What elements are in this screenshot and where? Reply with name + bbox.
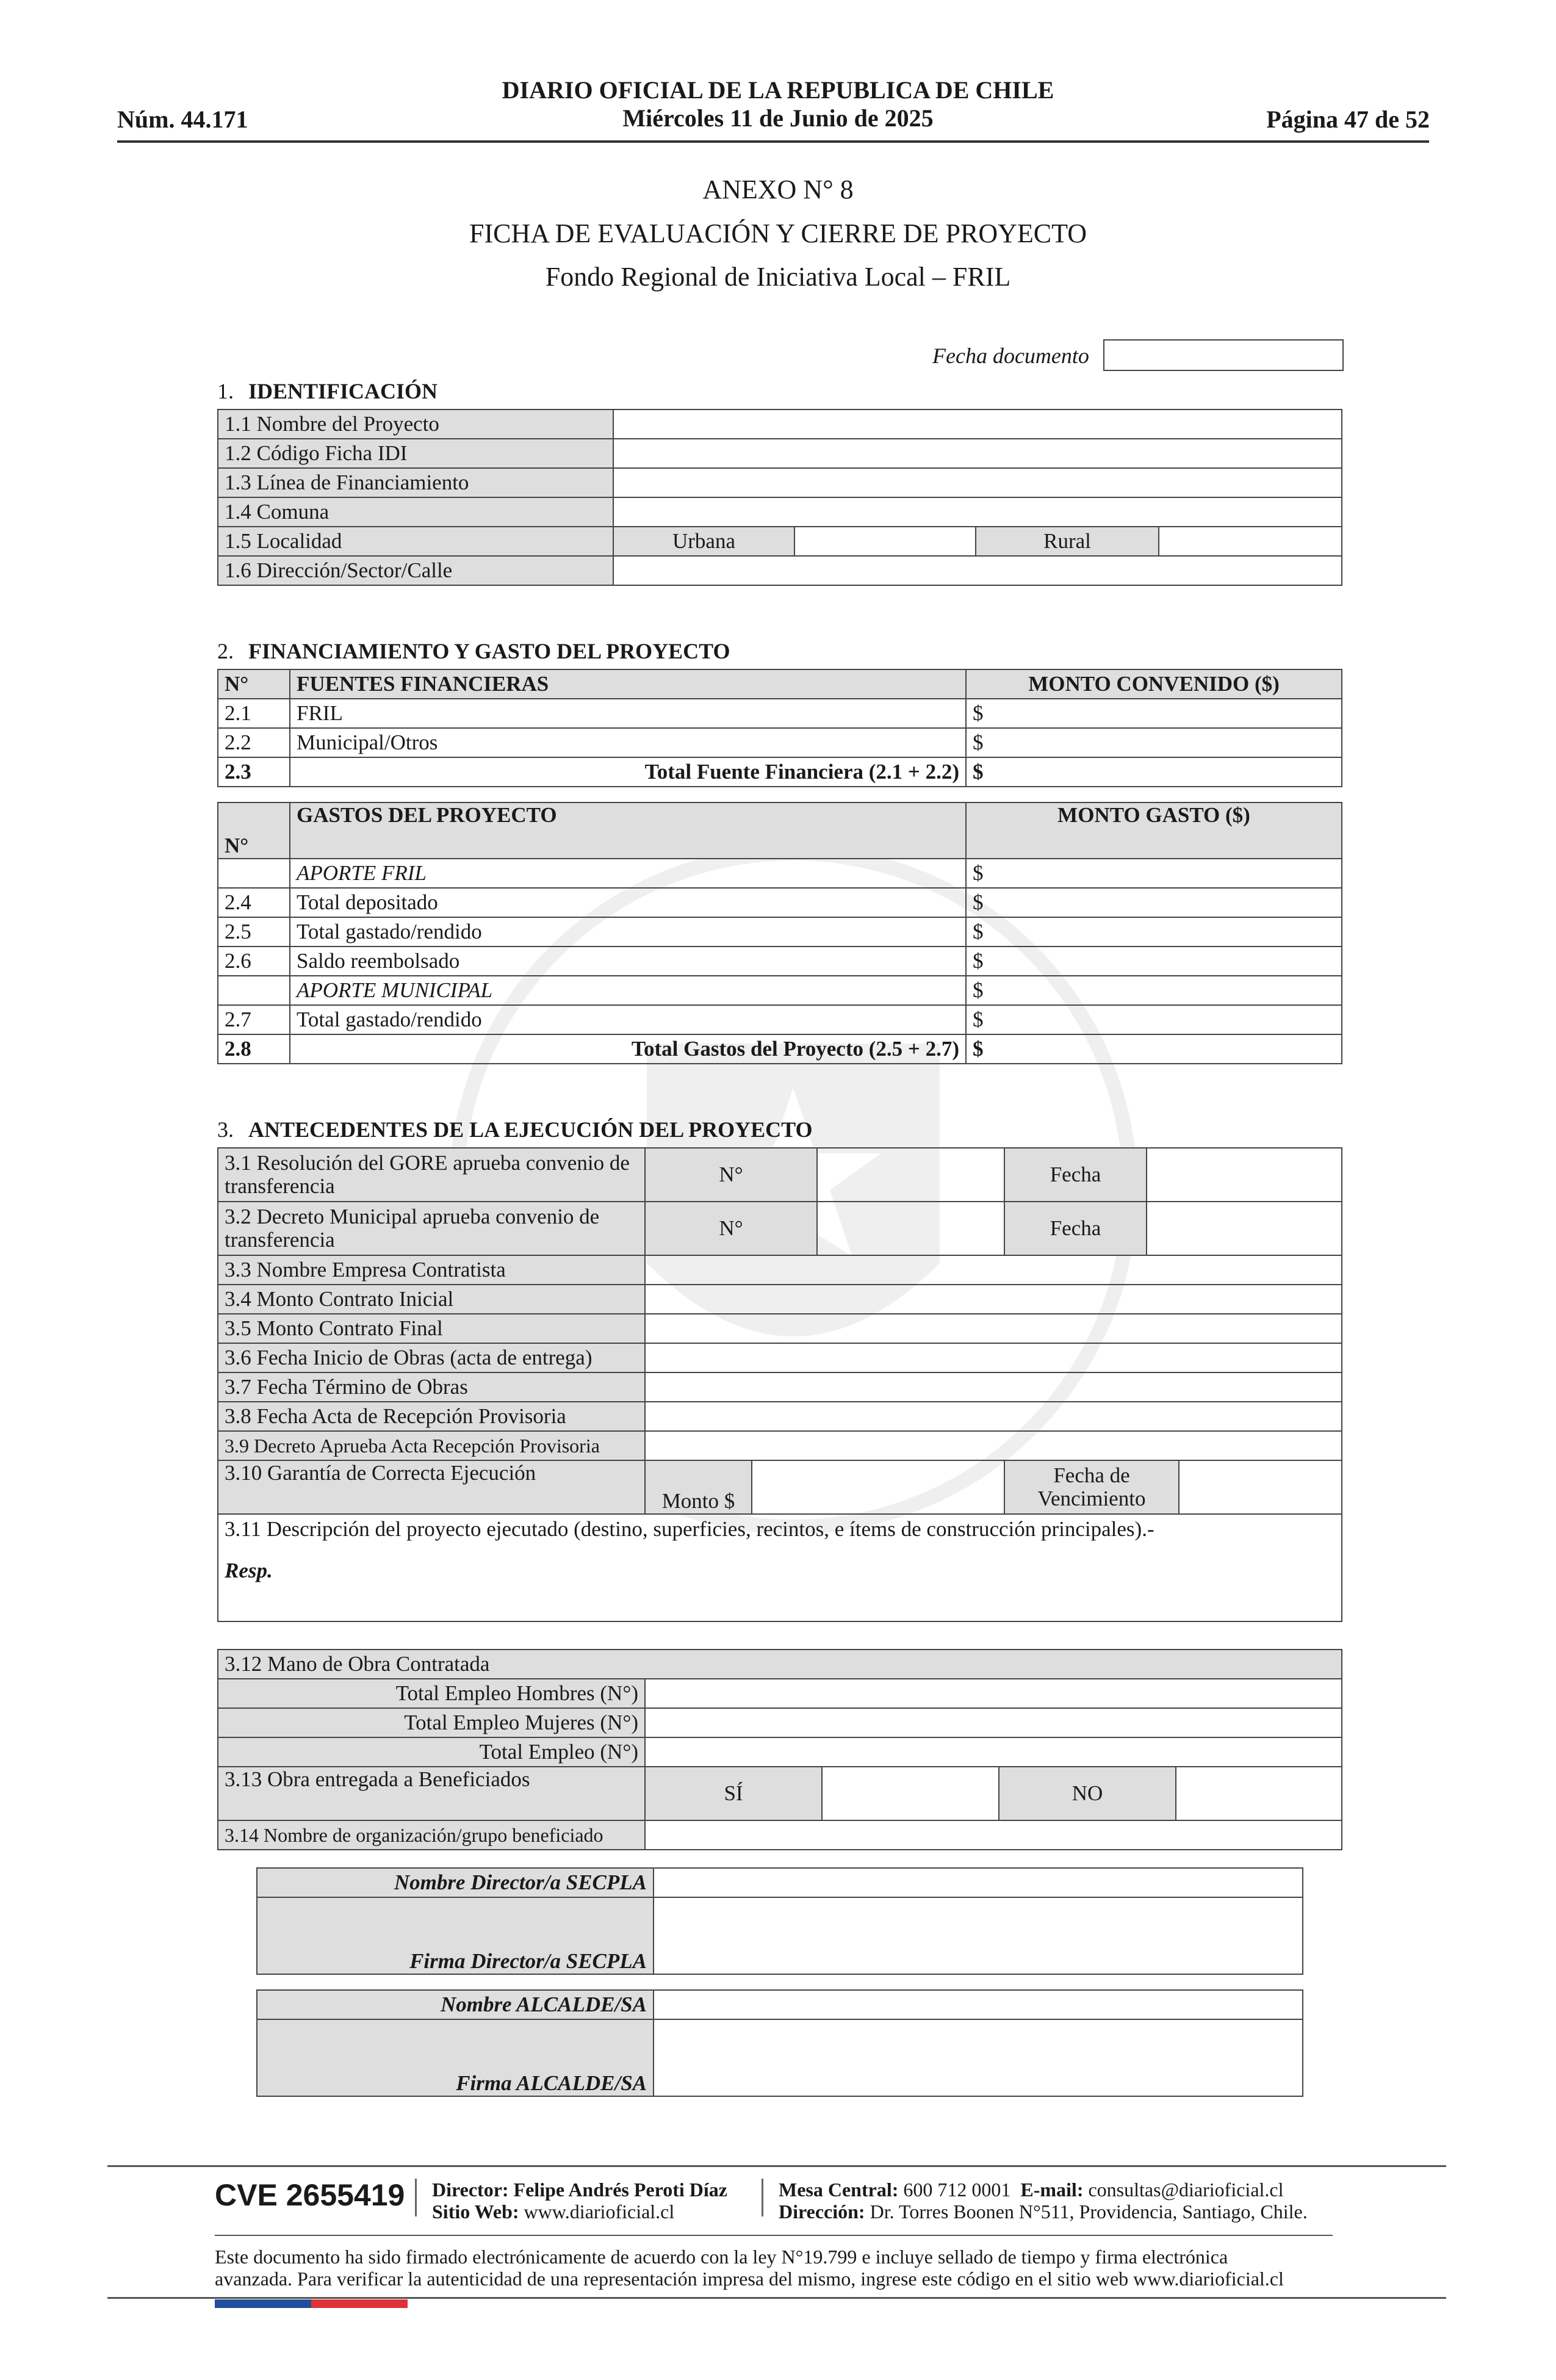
- gore-date-label: Fecha: [1004, 1148, 1147, 1202]
- col-no-header: N°: [218, 669, 290, 699]
- row-label: Total depositado: [290, 888, 966, 917]
- male-employment-field[interactable]: [645, 1679, 1342, 1708]
- table-row: [218, 468, 1342, 497]
- annex-title: ANEXO N° 8: [702, 175, 854, 204]
- date-label: Fecha documento: [932, 344, 1089, 368]
- table-row: [218, 1514, 1342, 1621]
- footer-website: Sitio Web: www.diarioficial.cl: [432, 2201, 675, 2223]
- table-row: [218, 888, 1342, 917]
- table-row: [218, 669, 1342, 699]
- urbana-label: Urbana: [613, 527, 794, 556]
- start-date-field[interactable]: [645, 1343, 1342, 1372]
- rural-field[interactable]: [1159, 527, 1342, 556]
- amount-field[interactable]: $: [966, 947, 1342, 976]
- page-number: Página 47 de 52: [1266, 106, 1430, 133]
- end-date-label: 3.7 Fecha Término de Obras: [218, 1372, 645, 1402]
- secpla-name-field[interactable]: [654, 1868, 1303, 1897]
- expiry-date-label: Fecha de Vencimiento: [1004, 1460, 1179, 1514]
- project-name-label: 1.1 Nombre del Proyecto: [218, 409, 613, 439]
- decree-date-label: Fecha: [1004, 1202, 1147, 1255]
- guarantee-label: 3.10 Garantía de Correcta Ejecución: [218, 1460, 645, 1514]
- table-row: [218, 1650, 1342, 1679]
- row-number: 2.4: [218, 888, 290, 917]
- urbana-field[interactable]: [794, 527, 976, 556]
- table-row: [257, 1868, 1303, 1897]
- issue-number: Núm. 44.171: [117, 106, 248, 133]
- amount-field[interactable]: $: [966, 1005, 1342, 1034]
- no-label: NO: [999, 1767, 1176, 1820]
- amount-field[interactable]: $: [966, 976, 1342, 1005]
- mayor-signature-table: [256, 1989, 1303, 2097]
- initial-amount-label: 3.4 Monto Contrato Inicial: [218, 1285, 645, 1314]
- table-row: [257, 2019, 1303, 2096]
- row-label: Municipal/Otros: [290, 728, 966, 757]
- col-no-header: N°: [218, 802, 290, 859]
- footer-legal-line-1: Este documento ha sido firmado electrónicamente de acuerdo con la ley N°19.799 e incluye sellado de tiempo y firma electrónica: [215, 2246, 1228, 2268]
- guarantee-amount-label: Monto $: [645, 1460, 752, 1514]
- contractor-field[interactable]: [645, 1255, 1342, 1285]
- table-row: [218, 699, 1342, 728]
- description-label: 3.11 Descripción del proyecto ejecutado (destino, superficies, recintos, e ítems de construcción principales).-: [225, 1517, 1154, 1541]
- decree-number-field[interactable]: [817, 1202, 1004, 1255]
- female-employment-label: Total Empleo Mujeres (N°): [218, 1708, 645, 1737]
- table-row: [218, 1431, 1342, 1460]
- amount-field[interactable]: $: [966, 699, 1342, 728]
- row-number: 2.7: [218, 1005, 290, 1034]
- secpla-signature-field[interactable]: [654, 1897, 1303, 1974]
- table-row: [218, 1372, 1342, 1402]
- table-row: [218, 1343, 1342, 1372]
- table-row: [218, 1460, 1342, 1514]
- end-date-field[interactable]: [645, 1372, 1342, 1402]
- flag-bar-blue: [215, 2299, 311, 2308]
- yes-checkbox[interactable]: [822, 1767, 999, 1820]
- final-amount-label: 3.5 Monto Contrato Final: [218, 1314, 645, 1343]
- contractor-label: 3.3 Nombre Empresa Contratista: [218, 1255, 645, 1285]
- section-1-heading: 1. IDENTIFICACIÓN: [217, 379, 438, 403]
- fund-title: Fondo Regional de Iniciativa Local – FRIL: [545, 262, 1011, 292]
- table-row: [257, 1897, 1303, 1974]
- section-3-heading: 3. ANTECEDENTES DE LA EJECUCIÓN DEL PROYECTO: [217, 1117, 813, 1142]
- final-amount-field[interactable]: [645, 1314, 1342, 1343]
- gore-number-field[interactable]: [817, 1148, 1004, 1202]
- secpla-signature-label: Firma Director/a SECPLA: [257, 1897, 654, 1974]
- table-row: [218, 527, 1342, 556]
- table-row: [218, 757, 1342, 787]
- table-row: [218, 439, 1342, 468]
- mayor-name-field[interactable]: [654, 1990, 1303, 2019]
- reception-decree-field[interactable]: [645, 1431, 1342, 1460]
- row-number: 2.2: [218, 728, 290, 757]
- female-employment-field[interactable]: [645, 1708, 1342, 1737]
- address-field[interactable]: [613, 556, 1342, 585]
- fril-contribution-label: APORTE FRIL: [290, 859, 966, 888]
- secpla-signature-table: [256, 1867, 1303, 1975]
- table-row: [218, 1767, 1342, 1820]
- row-number: 2.6: [218, 947, 290, 976]
- table-row: [218, 1679, 1342, 1708]
- col-amount-header: MONTO CONVENIDO ($): [966, 669, 1342, 699]
- footer-contact: Mesa Central: 600 712 0001 E-mail: consultas@diarioficial.cl: [779, 2179, 1284, 2201]
- amount-field[interactable]: $: [966, 859, 1342, 888]
- total-sources-label: Total Fuente Financiera (2.1 + 2.2): [290, 757, 966, 787]
- response-label: Resp.: [225, 1559, 273, 1582]
- identification-table: [217, 409, 1342, 586]
- mayor-name-label: Nombre ALCALDE/SA: [257, 1990, 654, 2019]
- project-name-field[interactable]: [613, 409, 1342, 439]
- amount-field[interactable]: $: [966, 917, 1342, 947]
- footer-rule-mid: [215, 2235, 1333, 2236]
- footer-rule-bottom: [107, 2297, 1446, 2299]
- expenses-table: [217, 802, 1342, 1064]
- idi-code-field[interactable]: [613, 439, 1342, 468]
- row-label: Total gastado/rendido: [290, 917, 966, 947]
- secpla-name-label: Nombre Director/a SECPLA: [257, 1868, 654, 1897]
- municipal-decree-label: 3.2 Decreto Municipal aprueba convenio de transferencia: [218, 1202, 645, 1255]
- table-row: [218, 1034, 1342, 1064]
- row-label: Saldo reembolsado: [290, 947, 966, 976]
- table-row: [218, 976, 1342, 1005]
- amount-field[interactable]: $: [966, 728, 1342, 757]
- description-field[interactable]: [218, 1514, 1342, 1621]
- issue-date: Miércoles 11 de Junio de 2025: [622, 104, 934, 132]
- row-number: [218, 859, 290, 888]
- municipal-contribution-label: APORTE MUNICIPAL: [290, 976, 966, 1005]
- gore-resolution-label: 3.1 Resolución del GORE aprueba convenio de transferencia: [218, 1148, 645, 1202]
- start-date-label: 3.6 Fecha Inicio de Obras (acta de entrega): [218, 1343, 645, 1372]
- address-label: 1.6 Dirección/Sector/Calle: [218, 556, 613, 585]
- table-row: [257, 1990, 1303, 2019]
- table-row: [218, 1255, 1342, 1285]
- mayor-signature-label: Firma ALCALDE/SA: [257, 2019, 654, 2096]
- table-row: [218, 917, 1342, 947]
- flag-bar-red: [311, 2299, 408, 2308]
- yes-label: SÍ: [645, 1767, 822, 1820]
- initial-amount-field[interactable]: [645, 1285, 1342, 1314]
- footer-separator: [415, 2179, 417, 2216]
- amount-field[interactable]: $: [966, 888, 1342, 917]
- labor-table: [217, 1649, 1342, 1850]
- section-2-heading: 2. FINANCIAMIENTO Y GASTO DEL PROYECTO: [217, 639, 730, 663]
- date-field[interactable]: [1103, 339, 1344, 371]
- financing-table: [217, 669, 1342, 787]
- rural-label: Rural: [976, 527, 1159, 556]
- execution-table: [217, 1147, 1342, 1622]
- amount-field[interactable]: $: [966, 1034, 1342, 1064]
- row-number: 2.5: [218, 917, 290, 947]
- table-row: [218, 728, 1342, 757]
- footer-separator: [762, 2179, 763, 2216]
- table-row: [218, 1314, 1342, 1343]
- funding-line-label: 1.3 Línea de Financiamiento: [218, 468, 613, 497]
- reception-date-label: 3.8 Fecha Acta de Recepción Provisoria: [218, 1402, 645, 1431]
- locality-label: 1.5 Localidad: [218, 527, 613, 556]
- total-employment-field[interactable]: [645, 1737, 1342, 1767]
- reception-date-field[interactable]: [645, 1402, 1342, 1431]
- table-row: [218, 1820, 1342, 1850]
- table-row: [218, 1202, 1342, 1255]
- journal-title: DIARIO OFICIAL DE LA REPUBLICA DE CHILE: [502, 76, 1054, 104]
- funding-line-field[interactable]: [613, 468, 1342, 497]
- gore-date-field[interactable]: [1147, 1148, 1342, 1202]
- beneficiary-org-label: 3.14 Nombre de organización/grupo beneficiado: [218, 1820, 645, 1850]
- decree-number-label: N°: [645, 1202, 817, 1255]
- male-employment-label: Total Empleo Hombres (N°): [218, 1679, 645, 1708]
- row-number: 2.3: [218, 757, 290, 787]
- table-row: [218, 1737, 1342, 1767]
- row-label: Total gastado/rendido: [290, 1005, 966, 1034]
- row-number: [218, 976, 290, 1005]
- table-row: [218, 1708, 1342, 1737]
- row-number: 2.8: [218, 1034, 290, 1064]
- col-spent-header: MONTO GASTO ($): [966, 802, 1342, 859]
- col-sources-header: FUENTES FINANCIERAS: [290, 669, 966, 699]
- table-row: [218, 556, 1342, 585]
- footer-rule-top: [107, 2165, 1446, 2167]
- no-checkbox[interactable]: [1176, 1767, 1342, 1820]
- cve-code: CVE 2655419: [215, 2178, 405, 2212]
- footer-director: Director: Felipe Andrés Peroti Díaz: [432, 2179, 727, 2201]
- total-employment-label: Total Empleo (N°): [218, 1737, 645, 1767]
- row-label: FRIL: [290, 699, 966, 728]
- delivered-label: 3.13 Obra entregada a Beneficiados: [218, 1767, 645, 1820]
- table-row: [218, 409, 1342, 439]
- labor-heading: 3.12 Mano de Obra Contratada: [218, 1650, 1342, 1679]
- table-row: [218, 497, 1342, 527]
- amount-field[interactable]: $: [966, 757, 1342, 787]
- table-row: [218, 1148, 1342, 1202]
- idi-code-label: 1.2 Código Ficha IDI: [218, 439, 613, 468]
- table-row: [218, 1402, 1342, 1431]
- table-row: [218, 947, 1342, 976]
- table-row: [218, 859, 1342, 888]
- row-number: 2.1: [218, 699, 290, 728]
- guarantee-amount-field[interactable]: [752, 1460, 1004, 1514]
- commune-field[interactable]: [613, 497, 1342, 527]
- table-row: [218, 1005, 1342, 1034]
- decree-date-field[interactable]: [1147, 1202, 1342, 1255]
- beneficiary-org-field[interactable]: [645, 1820, 1342, 1850]
- commune-label: 1.4 Comuna: [218, 497, 613, 527]
- reception-decree-label: 3.9 Decreto Aprueba Acta Recepción Provisoria: [218, 1431, 645, 1460]
- total-expenses-label: Total Gastos del Proyecto (2.5 + 2.7): [290, 1034, 966, 1064]
- footer-legal-line-2: avanzada. Para verificar la autenticidad de una representación impresa del mismo, ingrese este código en el sitio web www.diarioficial.cl: [215, 2268, 1284, 2290]
- footer-address: Dirección: Dr. Torres Boonen N°511, Providencia, Santiago, Chile.: [779, 2201, 1308, 2223]
- col-expenses-header: GASTOS DEL PROYECTO: [290, 802, 966, 859]
- table-row: [218, 802, 1342, 859]
- gore-number-label: N°: [645, 1148, 817, 1202]
- mayor-signature-field[interactable]: [654, 2019, 1303, 2096]
- table-row: [218, 1285, 1342, 1314]
- expiry-date-field[interactable]: [1179, 1460, 1342, 1514]
- form-title: FICHA DE EVALUACIÓN Y CIERRE DE PROYECTO: [469, 218, 1087, 248]
- header-rule: [117, 140, 1429, 143]
